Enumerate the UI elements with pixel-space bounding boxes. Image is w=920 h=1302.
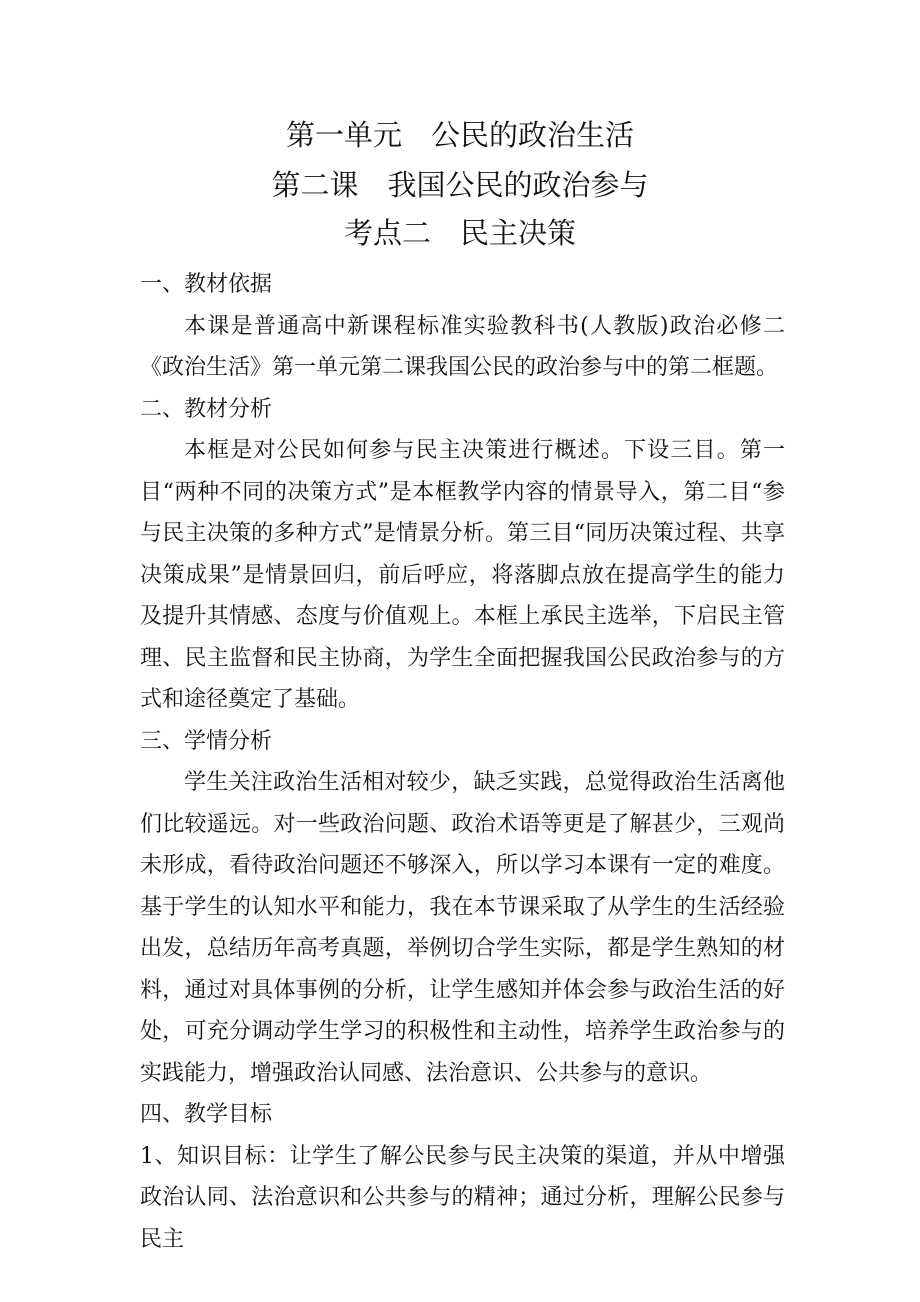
section-heading-basis: 一、教材依据 [140,272,273,297]
document-body [140,264,785,1260]
section-paragraph-goals: 1、知识目标：让学生了解公民参与民主决策的渠道，并从中增强政治认同、法治意识和公共参与的精神；通过分析，理解公民参与民主 [140,1143,785,1252]
section-paragraph-students: 学生关注政治生活相对较少，缺乏实践，总觉得政治生活离他们比较遥远。对一些政治问题、政治术语等更是了解甚少，三观尚未形成，看待政治问题还不够深入，所以学习本课有一定的难度。基于学生的认知水平和能力，我在本节课采取了从学生的生活经验出发，总结历年高考真题，举例切合学生实际，都是学生熟知的材料，通过对具体事例的分析，让学生感知并体会参与政治生活的好处，可充分调动学生学习的积极性和主动性，培养学生政治参与的实践能力，增强政治认同感、法治意识、公共参与的意识。 [140,770,785,1086]
section-heading-analysis: 二、教材分析 [140,396,273,422]
section-heading-goals: 四、教学目标 [140,1102,273,1127]
topic-title: 考点二 民主决策 [343,216,576,250]
unit-title: 第一单元 公民的政治生活 [285,118,634,152]
lesson-title: 第二课 我国公民的政治参与 [271,168,649,202]
section-heading-students: 三、学情分析 [140,728,273,754]
section-paragraph-analysis: 本框是对公民如何参与民主决策进行概述。下设三目。第一目“两种不同的决策方式”是本框教学内容的情景导入，第二目“参与民主决策的多种方式”是情景分析。第三目“同历决策过程、共享决策成果”是情景回归，前后呼应，将落脚点放在提高学生的能力及提升其情感、态度与价值观上。本框上承民主选举，下启民主管理、民主监督和民主协商，为学生全面把握我国公民政治参与的方式和途径奠定了基础。 [140,438,785,712]
section-paragraph-basis: 本课是普通高中新课程标准实验教科书(人教版)政治必修二《政治生活》第一单元第二课我国公民的政治参与中的第二框题。 [140,313,785,380]
